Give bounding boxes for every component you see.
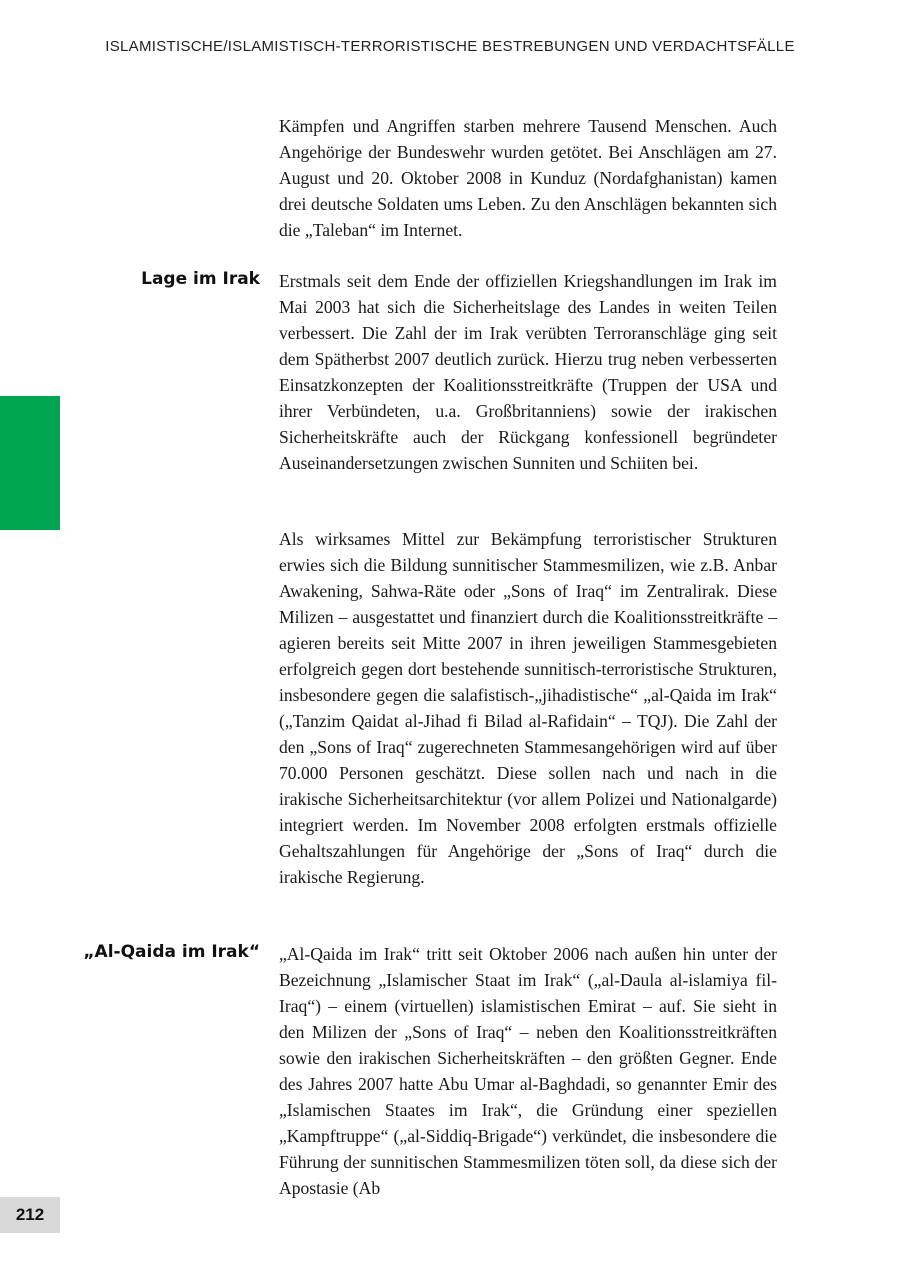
heading-lage-im-irak: Lage im Irak — [141, 269, 260, 289]
irak-paragraph-1: Erstmals seit dem Ende der offiziellen Kriegshandlungen im Irak im Mai 2003 hat sich die Sicherheitslage des Landes in weiten Teilen verbessert. Die Zahl der im Irak verübten Terroranschläge ging seit dem Spätherbst 2007 deutlich zurück. Hierzu trug neben verbesserten Einsatzkonzepten der Koalitionsstreitkräfte (Truppen der USA und ihrer Verbündeten, u.a. Großbritanniens) sowie der irakischen Sicherheitskräfte auch der Rückgang konfessionell begründeter Auseinandersetzungen zwischen Sunniten und Schiiten bei. — [279, 271, 777, 473]
alqaida-paragraph: „Al-Qaida im Irak“ tritt seit Oktober 2006 nach außen hin unter der Bezeichnung „Islamischer Staat im Irak“ („al-Daula al-islamiya fil-Iraq“) – einem (virtuellen) islamistischen Emirat – auf. Sie sieht in den Milizen der „Sons of Iraq“ – neben den Koalitionsstreitkräften sowie den irakischen Sicherheitskräften – den größten Gegner. Ende des Jahres 2007 hatte Abu Umar al-Baghdadi, so genannter Emir des „Islamischen Staates im Irak“, die Gründung einer speziellen „Kampftruppe“ („al-Siddiq-Brigade“) verkündet, die insbesondere die Führung der sunnitischen Stammesmilizen töten soll, da diese sich der Apostasie (Ab — [279, 944, 777, 1198]
intro-block — [279, 113, 777, 243]
page-number: 212 — [0, 1197, 60, 1233]
running-header: ISLAMISTISCHE/ISLAMISTISCH-TERRORISTISCHE BESTREBUNGEN UND VERDACHTSFÄLLE — [105, 38, 795, 55]
heading-al-qaida-im-irak: „Al-Qaida im Irak“ — [83, 942, 260, 962]
irak-paragraph-2: Als wirksames Mittel zur Bekämpfung terroristischer Strukturen erwies sich die Bildung sunnitischer Stammesmilizen, wie z.B. Anbar Awakening, Sahwa-Räte oder „Sons of Iraq“ im Zentralirak. Diese Milizen – ausgestattet und finanziert durch die Koalitionsstreitkräfte – agieren bereits seit Mitte 2007 in ihren jeweiligen Stammesgebieten erfolgreich gegen dort bestehende sunnitisch-terroristische Strukturen, insbesondere gegen die salafistisch-„jihadistische“ „al-Qaida im Irak“ („Tanzim Qaidat al-Jihad fi Bilad al-Rafidain“ – TQJ). Die Zahl der den „Sons of Iraq“ zugerechneten Stammesangehörigen wird auf über 70.000 Personen geschätzt. Diese sollen nach und nach in die irakische Sicherheitsarchitektur (vor allem Polizei und Nationalgarde) integriert werden. Im November 2008 erfolgten erstmals offizielle Gehaltszahlungen für Angehörige der „Sons of Iraq“ durch die irakische Regierung. — [279, 529, 777, 887]
irak-block-1 — [279, 268, 777, 476]
alqaida-block — [279, 941, 777, 1201]
irak-block-2 — [279, 526, 777, 890]
intro-paragraph: Kämpfen und Angriffen starben mehrere Tausend Menschen. Auch Angehörige der Bundeswehr wurden getötet. Bei Anschlägen am 27. August und 20. Oktober 2008 in Kunduz (Nordafghanistan) kamen drei deutsche Soldaten ums Leben. Zu den Anschlägen bekannten sich die „Taleban“ im Internet. — [279, 116, 777, 240]
chapter-marker — [0, 396, 60, 530]
